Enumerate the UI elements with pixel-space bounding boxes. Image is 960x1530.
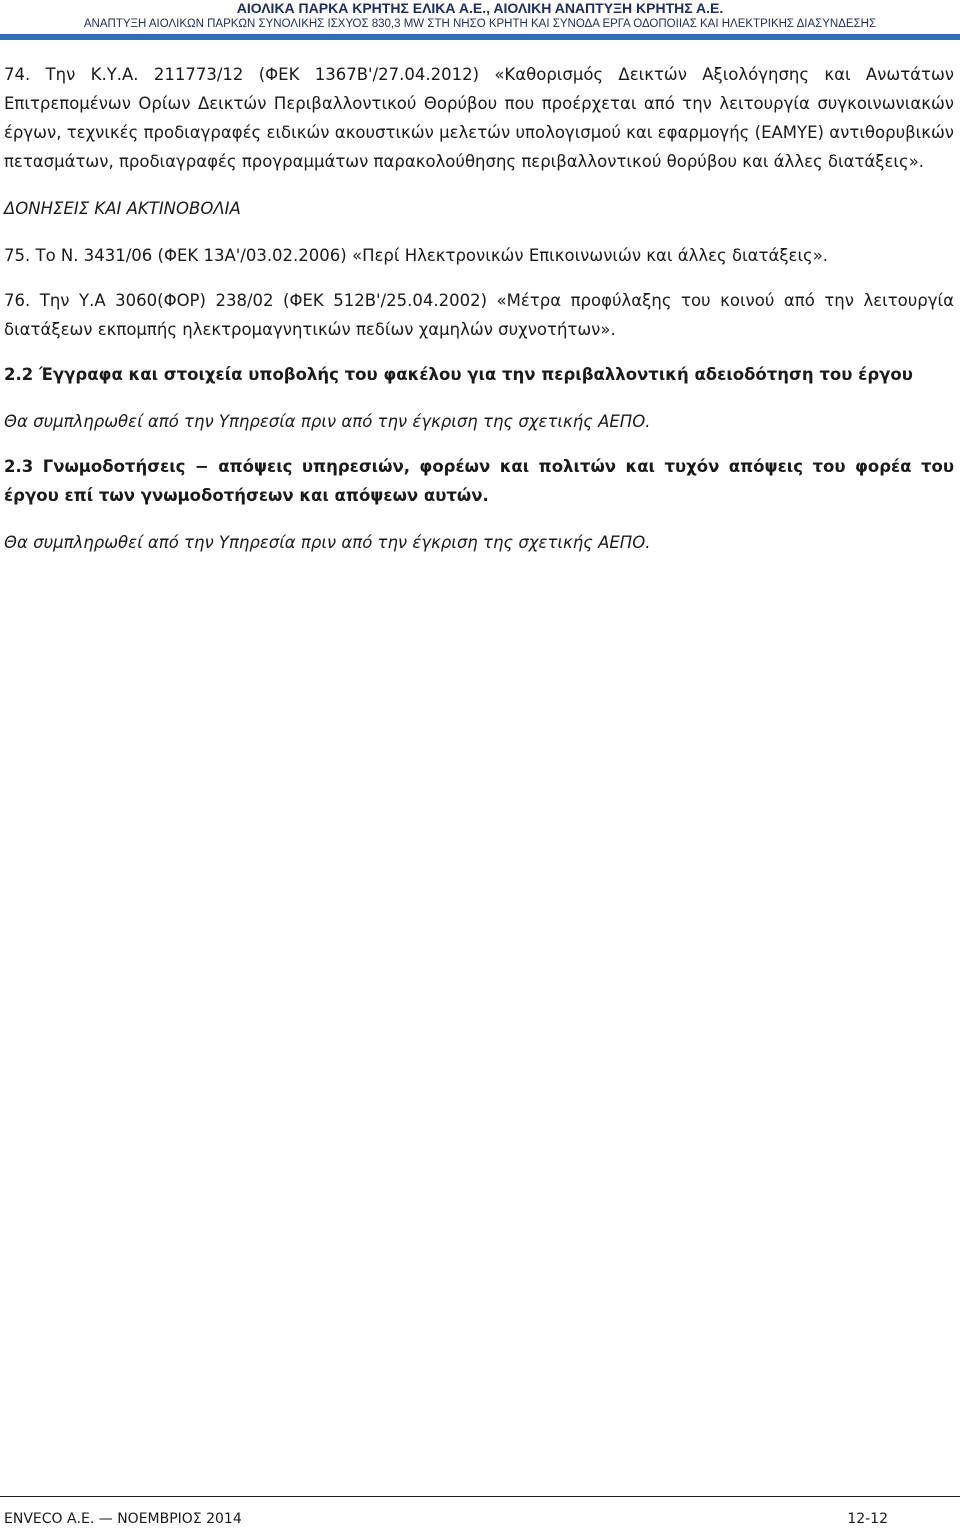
footer-company-date: ENVECO Α.Ε. — ΝΟΕΜΒΡΙΟΣ 2014 [4,1511,242,1527]
document-body [4,60,954,557]
section-heading-vibrations-radiation: ΔΟΝΗΣΕΙΣ ΚΑΙ ΑΚΤΙΝΟΒΟΛΙΑ [4,199,241,218]
note-2-2: Θα συμπληρωθεί από την Υπηρεσία πριν από την έγκριση της σχετικής ΑΕΠΟ. [4,412,651,431]
page-footer [0,1496,960,1530]
heading-2-3: 2.3 Γνωμοδοτήσεις − απόψεις υπηρεσιών, φορέων και πολιτών και τυχόν απόψεις του φορέα του έργου επί των γνωμοδοτήσεων και απόψεων αυτών. [4,457,954,505]
page-header [0,0,960,40]
header-project-title: ΑΝΑΠΤΥΞΗ ΑΙΟΛΙΚΩΝ ΠΑΡΚΩΝ ΣΥΝΟΛΙΚΗΣ ΙΣΧΥΟΣ 830,3 MW ΣΤΗ ΝΗΣΟ ΚΡΗΤΗ ΚΑΙ ΣΥΝΟΔΑ ΕΡΓΑ ΟΔΟΠΟΙΙΑΣ ΚΑΙ ΗΛΕΚΤΡΙΚΗΣ ΔΙΑΣΥΝΔΕΣΗΣ [83,18,877,30]
legislation-item-76: 76. Την Υ.Α 3060(ΦΟΡ) 238/02 (ΦΕΚ 512Β'/25.04.2002) «Μέτρα προφύλαξης του κοινού από την λειτουργία διατάξεων εκπομπής ηλεκτρομαγνητικών πεδίων χαμηλών συχνοτήτων». [4,291,954,339]
heading-2-2: 2.2 Έγγραφα και στοιχεία υποβολής του φακέλου για την περιβαλλοντική αδειοδότηση του έργου [4,365,913,384]
header-divider [0,34,960,40]
legislation-item-75: 75. Το Ν. 3431/06 (ΦΕΚ 13Α'/03.02.2006) «Περί Ηλεκτρονικών Επικοινωνιών και άλλες διατάξεις». [4,246,829,265]
note-2-3: Θα συμπληρωθεί από την Υπηρεσία πριν από την έγκριση της σχετικής ΑΕΠΟ. [4,533,651,552]
footer-divider [0,1496,960,1497]
header-company-names: ΑΙΟΛΙΚΑ ΠΑΡΚΑ ΚΡΗΤΗΣ ΕΛΙΚΑ Α.Ε., ΑΙΟΛΙΚΗ ΑΝΑΠΤΥΞΗ ΚΡΗΤΗΣ Α.Ε. [236,0,724,16]
page-number: 12-12 [847,1511,888,1527]
legislation-item-74: 74. Την Κ.Υ.Α. 211773/12 (ΦΕΚ 1367Β'/27.04.2012) «Καθορισμός Δεικτών Αξιολόγησης και Ανωτάτων Επιτρεπομένων Ορίων Δεικτών Περιβαλλοντικού Θορύβου που προέρχεται από την λειτουργία συγκοινωνιακών έργων, τεχνικές προδιαγραφές ειδικών ακουστικών μελετών υπολογισμού και εφαρμογής (ΕΑΜΥΕ) αντιθορυβικών πετασμάτων, προδιαγραφές προγραμμάτων παρακολούθησης περιβαλλοντικού θορύβου και άλλες διατάξεις». [4,65,954,171]
